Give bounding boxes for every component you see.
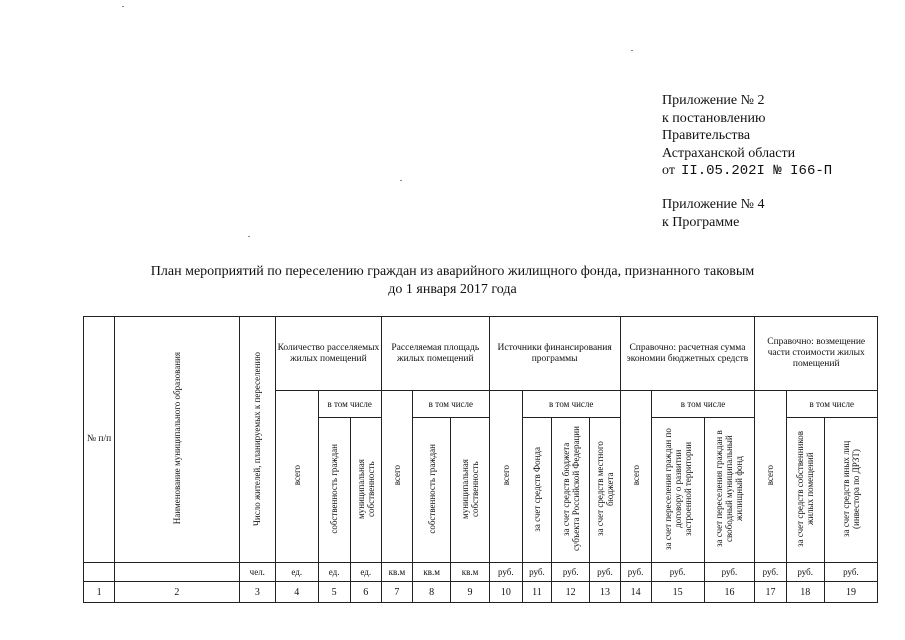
scan-speck [400,180,402,181]
header-savings-total [620,391,651,563]
column-number: 7 [381,582,412,603]
column-number: 12 [551,582,589,603]
annex-region: Астраханской области [662,145,796,161]
header-area-total [381,391,412,563]
unit-cell: руб. [620,563,651,582]
title-line-1: План мероприятий по переселению граждан из аварийного жилищного фонда, признанного таковым [150,264,755,279]
unit-cell: ед. [275,563,318,582]
scan-speck [631,50,633,51]
header-other-persons-text: за счет средств иных лиц (инвестора по ДРЗТ) [840,440,861,538]
document-title [0,263,905,299]
program-annex-header [662,196,765,231]
header-savings-including: в том числе [651,391,755,418]
header-area-municipal-text: муниципальная собственность [460,459,481,519]
annex-date-number: II.05.202I № I66-П [680,163,833,179]
header-municipality [115,317,240,563]
column-number: 9 [451,582,489,603]
column-number: 1 [84,582,115,603]
header-residents [239,317,275,563]
header-fund-means-text: за счет средств Фонда [531,446,542,532]
column-number: 15 [651,582,704,603]
column-number: 5 [318,582,350,603]
column-number: 8 [412,582,450,603]
header-other-persons [824,418,877,563]
unit-cell: чел. [239,563,275,582]
header-area-including: в том числе [412,391,489,418]
units-row [84,563,878,582]
header-owners-means [786,418,824,563]
header-reimb-including: в том числе [786,391,877,418]
unit-cell: ед. [350,563,381,582]
column-number: 13 [590,582,620,603]
column-number: 16 [704,582,755,603]
column-number: 18 [786,582,824,603]
header-premises-municipal [350,418,381,563]
unit-cell: руб. [522,563,551,582]
header-premises-citizens [318,418,350,563]
header-resettle-territory-text: за счет переселения граждан по договору о развитии застроенной территории [662,428,693,550]
annex-number: Приложение № 2 [662,93,765,108]
unit-cell: руб. [651,563,704,582]
header-premises-citizens-text: собственность граждан [329,444,340,534]
header-area-total-text: всего [391,465,402,486]
unit-cell: руб. [704,563,755,582]
header-savings-total-text: всего [630,465,641,486]
title-line-2: до 1 января 2017 года [388,282,517,297]
unit-cell: руб. [551,563,589,582]
unit-cell: руб. [489,563,522,582]
header-sources-including: в том числе [522,391,620,418]
header-subject-budget-text: за счет средств бюджета субъекта Российской Федерации [560,426,581,552]
column-number: 19 [824,582,877,603]
program-annex-ref: к Программе [662,214,740,230]
column-number: 14 [620,582,651,603]
header-local-budget [590,418,620,563]
column-numbers-row [84,582,878,603]
column-number: 2 [115,582,240,603]
header-area-group: Расселяемая площадь жилых помещений [381,317,489,391]
column-number: 10 [489,582,522,603]
scan-speck [122,6,124,7]
unit-cell: руб. [824,563,877,582]
scan-speck [248,236,250,237]
header-reimb-total [755,391,786,563]
unit-cell: кв.м [451,563,489,582]
decree-annex-header [662,92,832,181]
column-number: 4 [275,582,318,603]
header-area-citizens [412,418,450,563]
header-reimbursement-group: Справочно: возмещение части стоимости жилых помещений [755,317,878,391]
resettlement-plan-table [83,316,878,603]
column-number: 3 [239,582,275,603]
header-local-budget-text: за счет средств местного бюджета [594,441,615,537]
column-number: 11 [522,582,551,603]
header-area-citizens-text: собственность граждан [426,444,437,534]
annex-government: Правительства [662,128,751,143]
unit-cell: кв.м [412,563,450,582]
header-area-municipal [451,418,489,563]
program-annex-number: Приложение № 4 [662,197,765,212]
header-savings-group: Справочно: расчетная сумма экономии бюджетных средств [620,317,755,391]
header-sources-total-text: всего [500,465,511,486]
header-premises-municipal-text: муниципальная собственность [355,459,376,519]
header-premises-including: в том числе [318,391,381,418]
unit-cell: руб. [755,563,786,582]
header-resettle-territory [651,418,704,563]
header-sources-group: Источники финансирования программы [489,317,620,391]
unit-cell: руб. [786,563,824,582]
header-subject-budget [551,418,589,563]
unit-cell: руб. [590,563,620,582]
unit-cell: ед. [318,563,350,582]
unit-cell: кв.м [381,563,412,582]
header-premises-total-text: всего [291,465,302,486]
header-residents-text: Число жителей, планируемых к переселению [252,351,263,526]
header-number: № п/п [84,317,115,563]
header-resettle-free-fund [704,418,755,563]
column-number: 17 [755,582,786,603]
column-number: 6 [350,582,381,603]
annex-date-line [662,162,832,181]
annex-date-prefix: от [662,163,675,178]
header-municipality-text: Наименование муниципального образования [171,352,182,525]
header-resettle-free-fund-text: за счет переселения граждан в свободный муниципальный жилищный фонд [714,430,745,548]
header-premises-total [275,391,318,563]
header-premises-group: Количество расселяемых жилых помещений [275,317,381,391]
header-reimb-total-text: всего [765,465,776,486]
unit-cell-blank [84,563,115,582]
unit-cell-blank [115,563,240,582]
header-sources-total [489,391,522,563]
annex-to-decree: к постановлению [662,110,766,126]
header-fund-means [522,418,551,563]
header-owners-means-text: за счет средств собственников жилых помещений [795,431,816,548]
